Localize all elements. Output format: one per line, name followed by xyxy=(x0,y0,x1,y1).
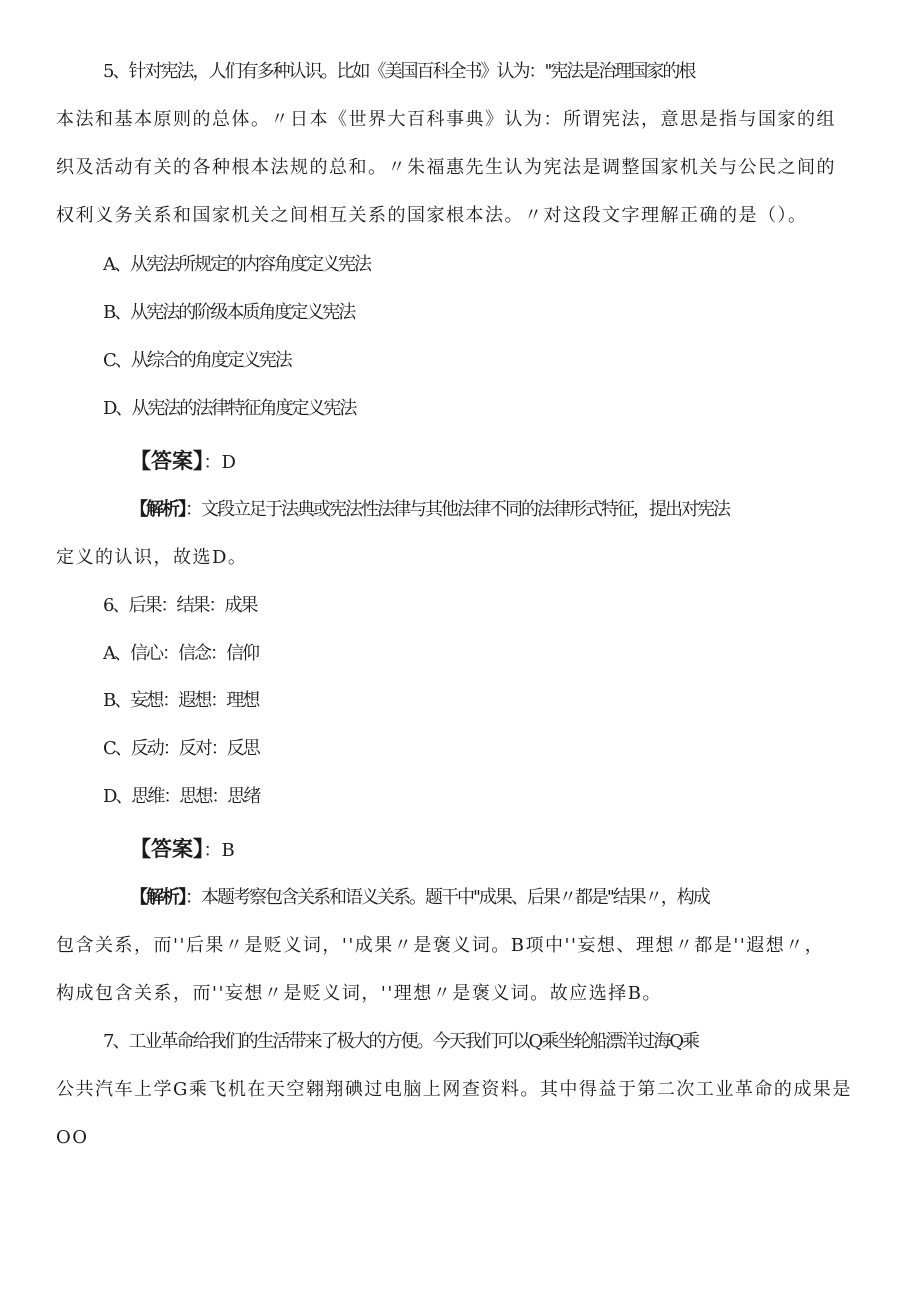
q7-stem-line-2: 公共汽车上学G乘飞机在天空翱翔碘过电脑上网查资料。其中得益于第二次工业革命的成果是 xyxy=(56,1079,852,1100)
q6-analysis-line-3: 构成包含关系，而''妄想〃是贬义词，''理想〃是褒义词。故应选择B。 xyxy=(56,983,663,1004)
q6-answer-label: 【答案】 xyxy=(130,837,204,861)
q5-option-a: A、从宪法所规定的内容角度定义宪法 xyxy=(103,254,370,275)
q6-answer xyxy=(130,836,235,864)
q5-stem-line-4: 权利义务关系和国家机关之间相互关系的国家根本法。〃对这段文字理解正确的是（）。 xyxy=(56,205,808,226)
q6-option-c: C、反动：反对：反思 xyxy=(103,738,259,759)
q5-analysis-text-1: ：文段立足于法典或宪法性法律与其他法律不同的法律形式特征，提出对宪法 xyxy=(185,499,729,520)
q7-stem-line-3: OO xyxy=(56,1127,89,1148)
q5-answer-label: 【答案】 xyxy=(130,449,204,473)
q5-stem-line-3: 织及活动有关的各种根本法规的总和。〃朱福惠先生认为宪法是调整国家机关与公民之间的 xyxy=(56,157,836,178)
q6-option-b: B、妄想：遐想：理想 xyxy=(103,690,259,711)
q6-option-a: A、信心：信念：信仰 xyxy=(103,643,258,664)
q6-analysis-text-1: ：本题考察包含关系和语义关系。题干中''成果、后果〃都是''结果〃，构成 xyxy=(185,887,709,908)
q5-analysis-line-1 xyxy=(130,498,920,522)
q6-analysis-line-2: 包含关系，而''后果〃是贬义词，''成果〃是褒义词。B项中''妄想、理想〃都是''遐想〃， xyxy=(56,935,825,956)
q5-analysis-label: 【解析】 xyxy=(130,499,185,520)
q5-option-d: D、从宪法的法律特征角度定义宪法 xyxy=(103,398,356,419)
q6-answer-value: ：B xyxy=(203,840,235,861)
q6-stem: 6、后果：结果：成果 xyxy=(103,595,257,616)
q5-option-c: C、从综合的角度定义宪法 xyxy=(103,350,291,371)
q6-analysis-label: 【解析】 xyxy=(130,887,185,908)
q6-option-d: D、思维：思想：思绪 xyxy=(103,786,260,807)
q6-analysis-line-1 xyxy=(130,886,920,910)
q5-stem-line-2: 本法和基本原则的总体。〃日本《世界大百科事典》认为：所谓宪法，意思是指与国家的组 xyxy=(56,109,836,130)
q5-option-b: B、从宪法的阶级本质角度定义宪法 xyxy=(103,302,355,323)
q7-stem-line-1: 7、工业革命给我们的生活带来了极大的方便。今天我们可以Q乘坐轮船漂洋过海Q乘 xyxy=(103,1031,698,1052)
q5-answer xyxy=(130,448,236,476)
q5-stem-line-1: 5、针对宪法，人们有多种认识。比如《美国百科全书》认为：''宪法是治理国家的根 xyxy=(103,61,695,82)
q5-answer-value: ：D xyxy=(203,452,236,473)
q5-analysis-line-2: 定义的认识，故选D。 xyxy=(56,547,248,568)
